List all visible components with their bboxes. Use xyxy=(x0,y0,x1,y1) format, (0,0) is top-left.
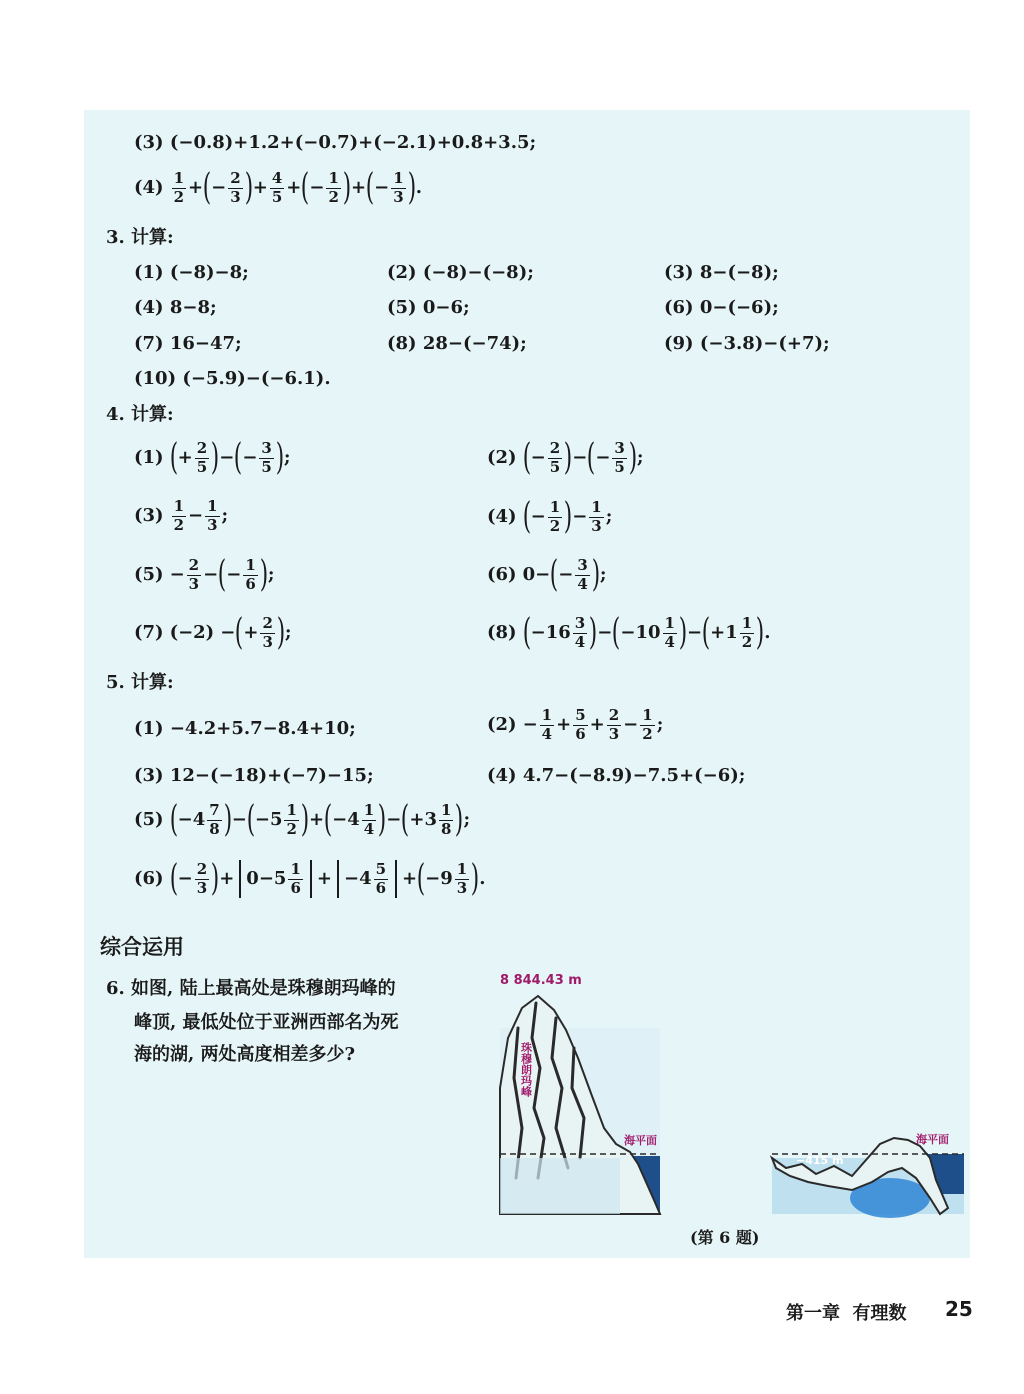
q2-item-4: (4) $\frac{1}{2}$ + ( − $\frac{2}{3}$ ) + $\frac{4}{5}$ + ( − $\frac{1}{2}$ ) + ( − $\frac{1}{3}$ ) . xyxy=(134,167,422,208)
q4-item-2: (2) ( − $\frac{2}{5}$ ) − ( − $\frac{3}{5}$ ) ; xyxy=(487,437,644,478)
sea-level-label-right: 海平面 xyxy=(916,1133,949,1146)
q4-title: 4. 计算: xyxy=(106,404,174,425)
q4-item-5: (5) − $\frac{2}{3}$ − ( − $\frac{1}{6}$ ) ; xyxy=(134,554,275,595)
q3-item-5: (5) 0−6; xyxy=(387,297,470,318)
fraction: $\frac{1}{2}$ xyxy=(328,168,339,206)
mountain-figure xyxy=(496,968,970,1218)
fraction: $\frac{4}{5}$ xyxy=(271,168,283,206)
q5-item-2: (2) − $\frac{1}{4}$ + $\frac{5}{6}$ + $\frac{2}{3}$ − $\frac{1}{2}$ ; xyxy=(487,706,664,743)
peak-height-label: 8 844.43 m xyxy=(500,973,582,988)
q3-item-4: (4) 8−8; xyxy=(134,297,217,318)
q4-item-3: (3) $\frac{1}{2}$ − $\frac{1}{3}$ ; xyxy=(134,497,229,534)
q6-line-2: 峰顶, 最低处位于亚洲西部名为死 xyxy=(134,1012,399,1033)
q5-item-4: (4) 4.7−(−8.9)−7.5+(−6); xyxy=(487,765,746,786)
q5-item-6: (6) ( − $\frac{2}{3}$ ) + 0 − 5 $\frac{1}{6}$ + − 4 $\frac{5}{6}$ + ( − 9 $\frac{1}{3}$ ) . xyxy=(134,858,486,899)
fraction: $\frac{2}{3}$ xyxy=(230,168,241,206)
section-heading: 综合运用 xyxy=(100,935,184,959)
q3-item-3: (3) 8−(−8); xyxy=(664,262,779,283)
footer-chapter: 第一章 有理数 xyxy=(786,1303,907,1324)
q3-item-2: (2) (−8)−(−8); xyxy=(387,262,534,283)
q4-item-4: (4) ( − $\frac{1}{2}$ ) − $\frac{1}{3}$ ; xyxy=(487,496,613,537)
q3-item-7: (7) 16−47; xyxy=(134,333,242,354)
q5-title: 5. 计算: xyxy=(106,672,174,693)
sea-level-label-left: 海平面 xyxy=(624,1134,657,1147)
abs-bar xyxy=(239,860,241,898)
q5-item-3: (3) 12−(−18)+(−7)−15; xyxy=(134,765,374,786)
q6-line-1: 6. 如图, 陆上最高处是珠穆朗玛峰的 xyxy=(106,978,396,999)
q4-item-6: (6) 0 − ( − $\frac{3}{4}$ ) ; xyxy=(487,554,607,595)
q3-item-8: (8) 28−(−74); xyxy=(387,333,527,354)
abs-bar xyxy=(310,860,312,898)
q3-item-1: (1) (−8)−8; xyxy=(134,262,249,283)
item-index: (3) xyxy=(134,132,164,153)
lake-depth-label: −415 m xyxy=(796,1154,844,1167)
q4-item-8: (8) ( − 16 $\frac{3}{4}$ ) − ( − 10 $\frac{1}{4}$ ) − ( + 1 $\frac{1}{2}$ ) . xyxy=(487,612,771,653)
item-index: (4) xyxy=(134,177,164,198)
fraction: $\frac{1}{2}$ xyxy=(173,168,184,206)
q3-item-9: (9) (−3.8)−(+7); xyxy=(664,333,830,354)
q5-item-5: (5) ( − 4 $\frac{7}{8}$ ) − ( − 5 $\frac{1}{2}$ ) + ( − 4 $\frac{1}{4}$ ) − ( + 3 $\frac{1}{8}$ ) ; xyxy=(134,799,471,840)
expression: (−0.8)+1.2+(−0.7)+(−2.1)+0.8+3.5; xyxy=(169,132,537,153)
q6-line-3: 海的湖, 两处高度相差多少? xyxy=(134,1044,356,1065)
q2-item-3 xyxy=(134,134,536,152)
abs-bar xyxy=(337,860,339,898)
q4-item-1: (1) ( + $\frac{2}{5}$ ) − ( − $\frac{3}{5}$ ) ; xyxy=(134,437,291,478)
q5-item-1: (1) −4.2+5.7−8.4+10; xyxy=(134,718,356,739)
page-number: 25 xyxy=(945,1297,973,1321)
fraction: $\frac{1}{3}$ xyxy=(393,168,404,206)
abs-bar xyxy=(395,860,397,898)
q3-item-10: (10) (−5.9)−(−6.1). xyxy=(134,368,331,389)
q3-title: 3. 计算: xyxy=(106,227,174,248)
q3-item-6: (6) 0−(−6); xyxy=(664,297,779,318)
figure-caption: (第 6 题) xyxy=(690,1228,760,1247)
peak-name-label: 珠穆朗玛峰 xyxy=(519,1042,533,1097)
q4-item-7: (7) (−2) − ( + $\frac{2}{3}$ ) ; xyxy=(134,612,292,653)
